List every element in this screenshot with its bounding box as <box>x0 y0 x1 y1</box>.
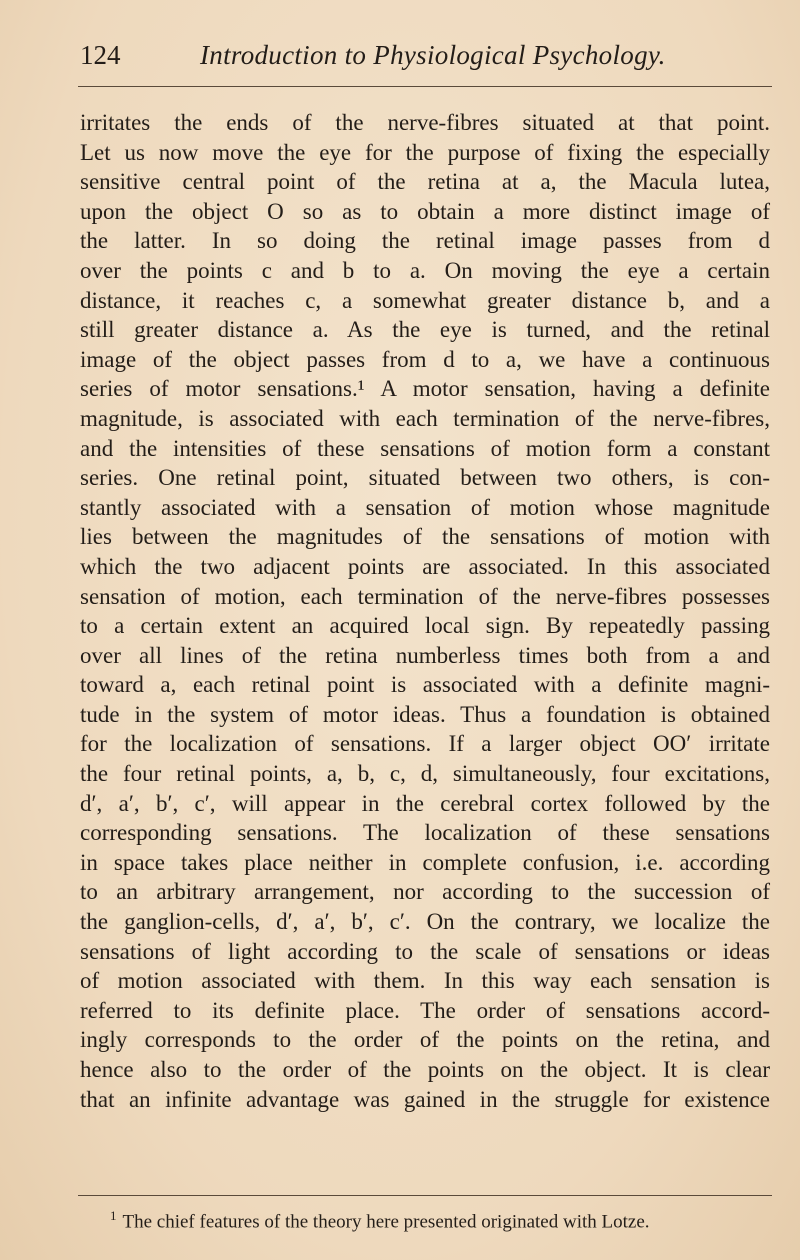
text-line: referred to its definite place. The order of sensations accord- <box>80 997 770 1023</box>
text-line: magnitude, is associated with each termination of the nerve-fibres, <box>80 405 770 431</box>
text-line: in space takes place neither in complete confusion, i.e. according <box>80 849 770 875</box>
text-line: toward a, each retinal point is associated with a definite magni- <box>80 672 770 698</box>
text-line: the latter. In so doing the retinal image passes from d <box>80 228 770 254</box>
text-line: hence also to the order of the points on the object. It is clear <box>80 1057 770 1082</box>
footnote <box>110 1208 770 1233</box>
text-line: d′, a′, b′, c′, will appear in the cerebral cortex followed by the <box>80 790 770 816</box>
text-line: irritates the ends of the nerve-fibres situated at that point. <box>80 110 770 135</box>
text-line: series of motor sensations.¹ A motor sensation, having a definite <box>80 376 770 402</box>
text-line: over all lines of the retina numberless times both from a and <box>80 642 770 668</box>
text-line: to an arbitrary arrangement, nor according to the succession of <box>80 879 770 905</box>
text-line: that an infinite advantage was gained in the struggle for existence <box>80 1086 770 1112</box>
text-line: the ganglion-cells, d′, a′, b′, c′. On the contrary, we localize the <box>80 909 770 935</box>
text-line: distance, it reaches c, a somewhat greater distance b, and a <box>80 287 770 313</box>
text-line: sensitive central point of the retina at a, the Macula lutea, <box>80 169 770 195</box>
text-line: over the points c and b to a. On moving the eye a certain <box>80 257 770 283</box>
text-line: sensations of light according to the scale of sensations or ideas <box>80 938 770 964</box>
body-text <box>80 108 770 1114</box>
text-line: image of the object passes from d to a, we have a continuous <box>80 346 770 372</box>
text-line: sensation of motion, each termination of the nerve-fibres possesses <box>80 583 770 609</box>
text-line: and the intensities of these sensations of motion form a constant <box>80 435 770 461</box>
text-line: stantly associated with a sensation of motion whose magnitude <box>80 494 770 520</box>
text-line: tude in the system of motor ideas. Thus a foundation is obtained <box>80 701 770 727</box>
text-line: still greater distance a. As the eye is turned, and the retinal <box>80 317 770 343</box>
text-line: Let us now move the eye for the purpose of fixing the especially <box>80 139 770 165</box>
footnote-rule <box>78 1195 772 1196</box>
text-line: which the two adjacent points are associated. In this associated <box>80 553 770 579</box>
text-line: upon the object O so as to obtain a more distinct image of <box>80 198 770 224</box>
text-line: for the localization of sensations. If a larger object OO′ irritate <box>80 731 770 757</box>
text-line: to a certain extent an acquired local sign. By repeatedly passing <box>80 613 770 639</box>
running-title: Introduction to Physiological Psychology. <box>200 40 666 70</box>
text-line: of motion associated with them. In this way each sensation is <box>80 968 770 994</box>
text-line: lies between the magnitudes of the sensations of motion with <box>80 524 770 550</box>
footnote-text: The chief features of the theory here presented originated with Lotze. <box>122 1211 650 1233</box>
text-line: series. One retinal point, situated between two others, is con- <box>80 465 770 491</box>
text-line: the four retinal points, a, b, c, d, simultaneously, four excitations, <box>80 761 770 787</box>
footnote-marker: 1 <box>110 1208 117 1223</box>
text-line: ingly corresponds to the order of the points on the retina, and <box>80 1027 770 1053</box>
header-rule <box>78 86 772 87</box>
page-number: 124 <box>80 40 121 70</box>
page-header <box>80 40 770 80</box>
text-line: corresponding sensations. The localization of these sensations <box>80 820 770 846</box>
